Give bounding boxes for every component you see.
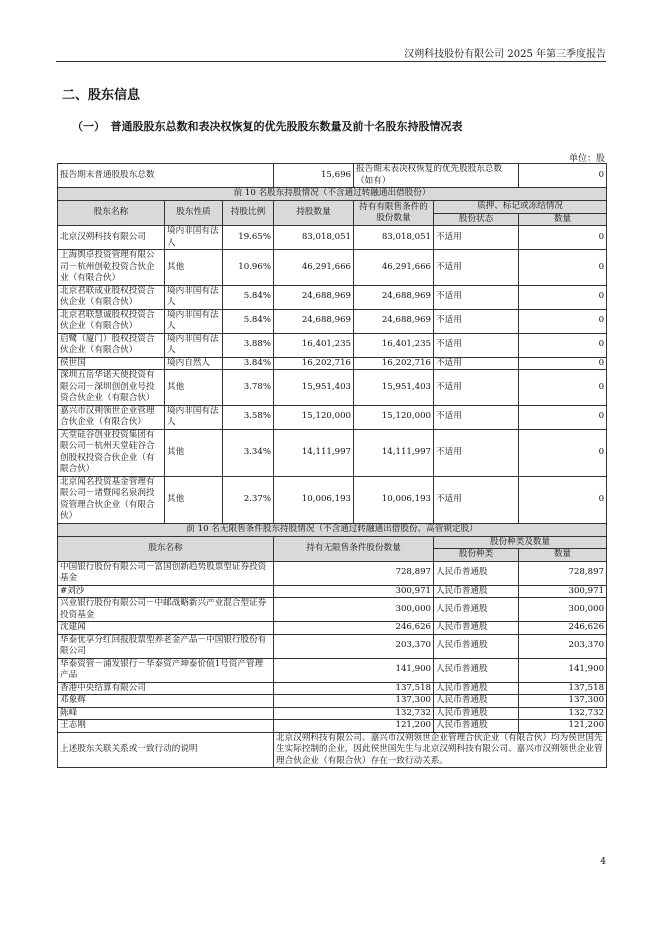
shareholder-nature: 其他 [165, 476, 223, 523]
shareholder-nature: 其他 [165, 370, 223, 406]
unrestricted-shareholder-name: 王志刚 [58, 720, 274, 733]
unrestricted-quantity: 246,626 [274, 622, 434, 635]
restricted-quantity: 14,111,997 [354, 429, 434, 476]
header-quantity: 持股数量 [274, 201, 354, 226]
shareholder-nature: 其他 [165, 250, 223, 286]
pledge-status: 不适用 [434, 285, 519, 309]
share-type: 人民币普通股 [434, 634, 519, 658]
restricted-quantity: 16,401,235 [354, 333, 434, 357]
share-count: 300,971 [519, 585, 607, 598]
shareholder-name: 侯世国 [58, 357, 165, 370]
pledge-status: 不适用 [434, 476, 519, 523]
unrestricted-quantity: 137,300 [274, 695, 434, 708]
unrestricted-quantity: 121,200 [274, 720, 434, 733]
pledge-status: 不适用 [434, 429, 519, 476]
preferred-holders-value: 0 [519, 164, 607, 188]
holding-ratio: 3.58% [223, 405, 274, 429]
share-count: 121,200 [519, 720, 607, 733]
top10-row [58, 429, 607, 476]
top10-row [58, 370, 607, 406]
pledge-status: 不适用 [434, 357, 519, 370]
preferred-holders-label: 报告期末表决权恢复的优先股股东总数（如有） [354, 164, 519, 188]
share-type: 人民币普通股 [434, 720, 519, 733]
header-pledge: 质押、标记或冻结情况 [434, 201, 607, 214]
related-party-label: 上述股东关联关系或一致行动的说明 [58, 732, 274, 768]
unrestricted-shareholder-name: 香港中央结算有限公司 [58, 682, 274, 695]
top10-caption: 前 10 名股东持股情况（不含通过转融通出借股份） [58, 188, 607, 201]
pledge-status: 不适用 [434, 309, 519, 333]
top10-row [58, 250, 607, 286]
pledge-count: 0 [519, 370, 607, 406]
shareholder-name: 上海舆卓投资管理有限公司－杭州创乾投资合伙企业（有限合伙） [58, 250, 165, 286]
report-header-title: 汉朔科技股份有限公司 2025 年第三季度报告 [404, 49, 606, 60]
unrestricted-row [58, 561, 607, 585]
unrestricted-quantity: 137,518 [274, 682, 434, 695]
unrestricted-shareholder-name: 邓象辉 [58, 695, 274, 708]
header-count: 数量 [519, 213, 607, 226]
holding-quantity: 16,202,716 [274, 357, 354, 370]
top10-row [58, 405, 607, 429]
header-restricted: 持有有限售条件的股份数量 [354, 201, 434, 226]
top10-row [58, 226, 607, 250]
unrestricted-shareholder-name: #刘沙 [58, 585, 274, 598]
shareholder-nature: 境内非国有法人 [165, 226, 223, 250]
pledge-count: 0 [519, 429, 607, 476]
share-count: 137,300 [519, 695, 607, 708]
pledge-status: 不适用 [434, 250, 519, 286]
share-type: 人民币普通股 [434, 682, 519, 695]
holding-quantity: 15,120,000 [274, 405, 354, 429]
unrestricted-row [58, 682, 607, 695]
common-holders-value: 15,696 [274, 164, 354, 188]
restricted-quantity: 24,688,969 [354, 285, 434, 309]
holding-ratio: 2.37% [223, 476, 274, 523]
top10-row [58, 309, 607, 333]
restricted-quantity: 83,018,051 [354, 226, 434, 250]
unrestricted-quantity: 728,897 [274, 561, 434, 585]
pledge-count: 0 [519, 357, 607, 370]
related-party-text: 北京汉朔科技有限公司、嘉兴市汉朔领世企业管理合伙企业（有限合伙）均为侯世国先生实际控制的企业，因此侯世国先生与北京汉朔科技有限公司、嘉兴市汉朔领世企业管理合伙企业（有限合伙）存在一致行动关系。 [274, 732, 607, 768]
pledge-count: 0 [519, 476, 607, 523]
pledge-count: 0 [519, 333, 607, 357]
holding-quantity: 15,951,403 [274, 370, 354, 406]
shareholder-name: 深圳五岳华诺天使投资有限公司－深圳创创业号投资合伙企业（有限合伙） [58, 370, 165, 406]
share-type: 人民币普通股 [434, 585, 519, 598]
top10-row [58, 333, 607, 357]
restricted-quantity: 15,120,000 [354, 405, 434, 429]
top10-row [58, 476, 607, 523]
share-count: 203,370 [519, 634, 607, 658]
unrestricted-row [58, 634, 607, 658]
pledge-status: 不适用 [434, 405, 519, 429]
unrestricted-row [58, 585, 607, 598]
unrestricted-header-name: 股东名称 [58, 536, 274, 561]
holding-quantity: 24,688,969 [274, 309, 354, 333]
share-type: 人民币普通股 [434, 561, 519, 585]
header-divider [56, 61, 606, 62]
pledge-count: 0 [519, 309, 607, 333]
unrestricted-quantity: 141,900 [274, 658, 434, 682]
header-ratio: 持股比例 [223, 201, 274, 226]
restricted-quantity: 10,006,193 [354, 476, 434, 523]
share-type: 人民币普通股 [434, 598, 519, 622]
share-type: 人民币普通股 [434, 707, 519, 720]
share-count: 300,000 [519, 598, 607, 622]
shareholder-name: 北京闻名投资基金管理有限公司－诸暨闻名泉润投资管理合伙企业（有限合伙） [58, 476, 165, 523]
holding-quantity: 24,688,969 [274, 285, 354, 309]
unrestricted-shareholder-name: 华泰优享分红回报股票型养老金产品－中国银行股份有限公司 [58, 634, 274, 658]
top10-row [58, 285, 607, 309]
shareholder-name: 天堂硅谷创业投资集团有限公司－杭州天堂硅谷合创股权投资合伙企业（有限合伙） [58, 429, 165, 476]
share-count: 728,897 [519, 561, 607, 585]
unrestricted-header-type-group: 股份种类及数量 [434, 536, 607, 549]
header-nature: 股东性质 [165, 201, 223, 226]
unrestricted-row [58, 720, 607, 733]
shareholder-nature: 境内自然人 [165, 357, 223, 370]
restricted-quantity: 46,291,666 [354, 250, 434, 286]
unrestricted-row [58, 707, 607, 720]
unrestricted-header-count: 数量 [519, 549, 607, 562]
holding-ratio: 5.84% [223, 309, 274, 333]
holding-quantity: 14,111,997 [274, 429, 354, 476]
unrestricted-header-type: 股份种类 [434, 549, 519, 562]
pledge-count: 0 [519, 226, 607, 250]
unrestricted-header-quantity: 持有无限售条件股份数量 [274, 536, 434, 561]
header-name: 股东名称 [58, 201, 165, 226]
unrestricted-shareholder-name: 华泰资管－浦发银行－华泰资产坤泰价值1号资产管理产品 [58, 658, 274, 682]
share-count: 141,900 [519, 658, 607, 682]
unrestricted-shareholder-name: 陈峰 [58, 707, 274, 720]
holding-ratio: 3.34% [223, 429, 274, 476]
share-count: 246,626 [519, 622, 607, 635]
holding-quantity: 10,006,193 [274, 476, 354, 523]
shareholder-nature: 境内非国有法人 [165, 333, 223, 357]
shareholder-name: 嘉兴市汉朔领世企业管理合伙企业（有限合伙） [58, 405, 165, 429]
unrestricted-row [58, 695, 607, 708]
unrestricted-quantity: 203,370 [274, 634, 434, 658]
restricted-quantity: 24,688,969 [354, 309, 434, 333]
holding-ratio: 10.96% [223, 250, 274, 286]
pledge-count: 0 [519, 250, 607, 286]
holding-quantity: 46,291,666 [274, 250, 354, 286]
pledge-status: 不适用 [434, 333, 519, 357]
holding-ratio: 3.84% [223, 357, 274, 370]
header-status: 股份状态 [434, 213, 519, 226]
unrestricted-shareholder-name: 中国银行股份有限公司－富国创新趋势股票型证券投资基金 [58, 561, 274, 585]
section-title: 二、股东信息 [62, 88, 141, 103]
common-holders-label: 报告期末普通股股东总数 [58, 164, 274, 188]
share-count: 137,518 [519, 682, 607, 695]
holding-ratio: 3.78% [223, 370, 274, 406]
share-type: 人民币普通股 [434, 695, 519, 708]
holding-quantity: 83,018,051 [274, 226, 354, 250]
unrestricted-row [58, 658, 607, 682]
unrestricted-shareholder-name: 沈建闻 [58, 622, 274, 635]
shareholder-nature: 境内非国有法人 [165, 309, 223, 333]
restricted-quantity: 15,951,403 [354, 370, 434, 406]
share-type: 人民币普通股 [434, 658, 519, 682]
shareholder-name: 北京君联慧诚股权投资合伙企业（有限合伙） [58, 309, 165, 333]
unrestricted-caption: 前 10 名无限售条件股东持股情况（不含通过转融通出借股份、高管锁定股） [58, 523, 607, 536]
unrestricted-shareholder-name: 兴业银行股份有限公司－中邮战略新兴产业混合型证券投资基金 [58, 598, 274, 622]
pledge-status: 不适用 [434, 226, 519, 250]
unrestricted-quantity: 132,732 [274, 707, 434, 720]
page-number: 4 [600, 857, 606, 867]
pledge-count: 0 [519, 405, 607, 429]
subsection-title: （一） 普通股股东总数和表决权恢复的优先股股东数量及前十名股东持股情况表 [72, 120, 463, 133]
shareholder-nature: 境内非国有法人 [165, 285, 223, 309]
shareholder-nature: 境内非国有法人 [165, 405, 223, 429]
pledge-status: 不适用 [434, 370, 519, 406]
unrestricted-row [58, 598, 607, 622]
shareholder-name: 启鹭（厦门）股权投资合伙企业（有限合伙） [58, 333, 165, 357]
top10-row [58, 357, 607, 370]
holding-ratio: 3.88% [223, 333, 274, 357]
shareholder-name: 北京汉朔科技有限公司 [58, 226, 165, 250]
unit-label: 单位：股 [568, 154, 605, 164]
unrestricted-quantity: 300,000 [274, 598, 434, 622]
pledge-count: 0 [519, 285, 607, 309]
shareholder-nature: 其他 [165, 429, 223, 476]
unrestricted-quantity: 300,971 [274, 585, 434, 598]
shareholder-name: 北京君联成业股权投资合伙企业（有限合伙） [58, 285, 165, 309]
restricted-quantity: 16,202,716 [354, 357, 434, 370]
holding-ratio: 19.65% [223, 226, 274, 250]
shareholder-table [57, 163, 607, 768]
share-count: 132,732 [519, 707, 607, 720]
holding-ratio: 5.84% [223, 285, 274, 309]
share-type: 人民币普通股 [434, 622, 519, 635]
holding-quantity: 16,401,235 [274, 333, 354, 357]
unrestricted-row [58, 622, 607, 635]
